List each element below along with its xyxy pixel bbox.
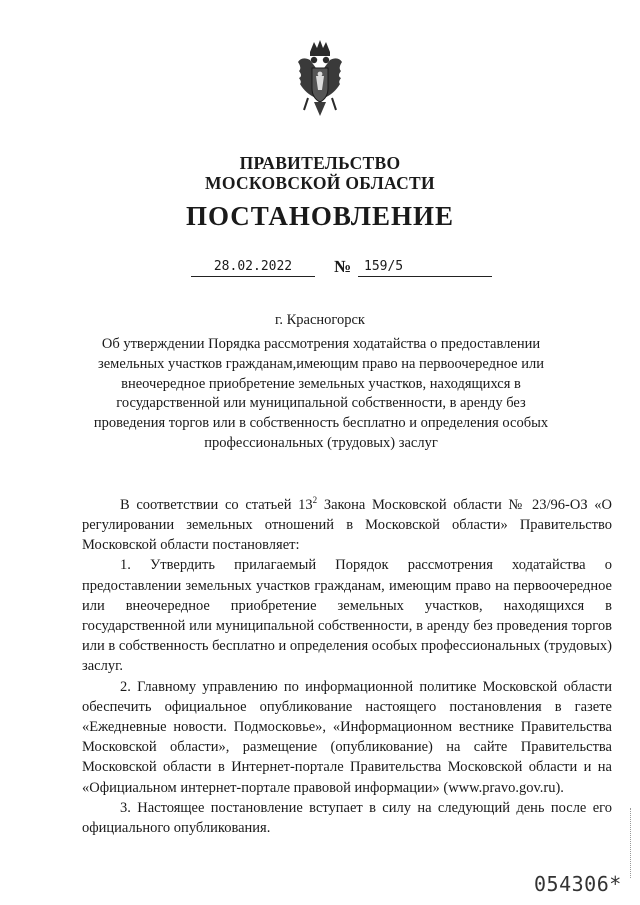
item-2-paragraph: 2. Главному управлению по информационной политике Московской области обеспечить официальное опубликование настоящего постановления в газете «Ежедневные новости. Подмосковье», «Информационном вестнике Правительства Московской области», размещение (опубликование) на сайте Правительства Московской области в Интернет-портале Правительства Московской области и на «Официальном интернет-портале правовой информации» (www.pravo.gov.ru). [82, 678, 612, 796]
document-date: 28.02.2022 [191, 258, 315, 277]
org-name-line2: МОСКОВСКОЙ ОБЛАСТИ [205, 173, 435, 193]
org-name-line1: ПРАВИТЕЛЬСТВО [239, 153, 401, 173]
margin-scan-mark [630, 808, 633, 878]
number-label: № [334, 257, 352, 276]
item-3-paragraph: 3. Настоящее постановление вступает в силу на следующий день после его официального опубликования. [82, 799, 612, 837]
intro-paragraph [82, 490, 612, 555]
article-superscript: 2 [312, 495, 318, 505]
coat-of-arms-icon [296, 38, 344, 122]
serial-stamp: 054306* [534, 872, 622, 896]
intro-text: В соответствии со статьей 13 [120, 496, 313, 513]
document-type-title: ПОСТАНОВЛЕНИЕ [185, 201, 455, 231]
document-body [82, 490, 612, 838]
intro-text-continued: Закона Московской области № 23/96-ОЗ «О регулировании земельных отношений в Московской области» Правительство Московской области постановляет: [82, 496, 612, 554]
document-subject: Об утверждении Порядка рассмотрения ходатайства о предоставлении земельных участков гражданам,имеющим право на первоочередное или внеочередное приобретение земельных участков, находящихся в государственной или муниципальной собственности, в аренду без проведения торгов или в собственность бесплатно и определения особых профессиональных (трудовых) заслуг [93, 336, 549, 451]
city-line: г. Красногорск [275, 312, 365, 328]
item-1-paragraph: 1. Утвердить прилагаемый Порядок рассмотрения ходатайства о предоставлении земельных участков гражданам, имеющим право на первоочередное или внеочередное приобретение земельных участков, находящихся в государственной или муниципальной собственности, в аренду без проведения торгов или в собственность бесплатно и определения особых профессиональных (трудовых) заслуг. [82, 557, 612, 675]
document-number: 159/5 [358, 258, 492, 277]
